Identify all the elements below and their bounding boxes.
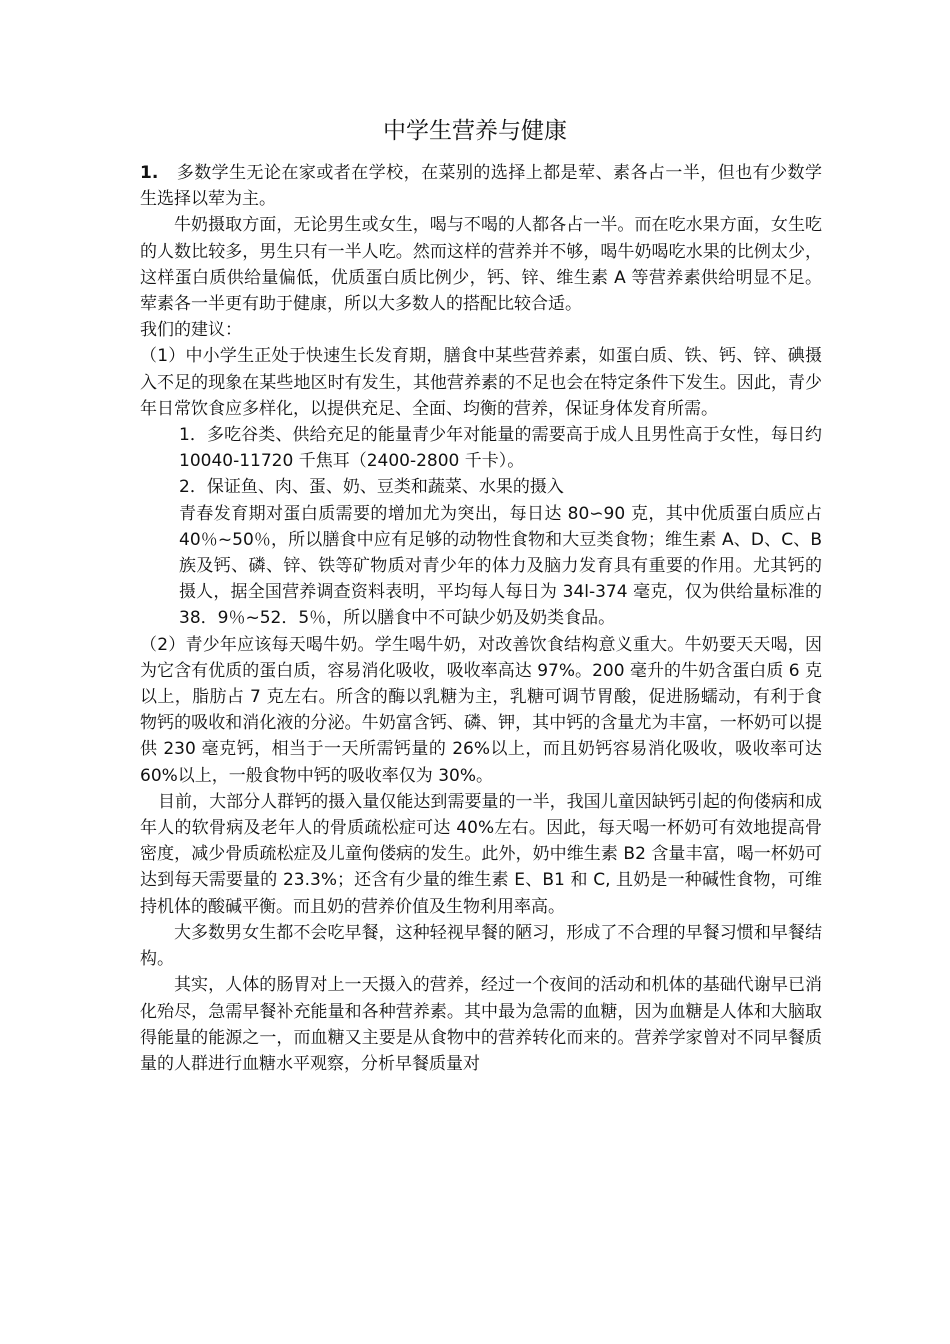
document-body <box>140 160 822 1077</box>
suggestions-heading: 我们的建议： <box>140 320 242 341</box>
suggestion-1: （1）中小学生正处于快速生长发育期，膳食中某些营养素，如蛋白质、铁、钙、锌、碘摄入不足的现象在某些地区时有发生，其他营养素的不足也会在特定条件下发生。因此，青少年日常饮食应多样化，以提供充足、全面、均衡的营养，保证身体发育所需。 <box>140 346 822 419</box>
document-title: 中学生营养与健康 <box>383 118 567 144</box>
suggestion-2: （2）青少年应该每天喝牛奶。学生喝牛奶，对改善饮食结构意义重大。牛奶要天天喝，因为它含有优质的蛋白质，容易消化吸收，吸收率高达 97%。200 毫升的牛奶含蛋白质 6 克以上，脂肪占 7 克左右。所含的酶以乳糖为主，乳糖可调节胃酸，促进肠蠕动，有利于食物钙的吸收和消化液的分泌。牛奶富含钙、磷、钾，其中钙的含量尤为丰富，一杯奶可以提供 230 毫克钙，相当于一天所需钙量的 26%以上，而且奶钙容易消化吸收，吸收率可达 60%以上，一般食物中钙的吸收率仅为 30%。 <box>140 634 822 786</box>
paragraph-milk-fruit: 牛奶摄取方面，无论男生或女生，喝与不喝的人都各占一半。而在吃水果方面，女生吃的人数比较多，男生只有一半人吃。然而这样的营养并不够，喝牛奶喝吃水果的比例太少，这样蛋白质供给量偏低，优质蛋白质比例少，钙、锌、维生素 A 等营养素供给明显不足。荤素各一半更有助于健康，所以大多数人的搭配比较合适。 <box>140 215 822 315</box>
paragraph-calcium: 目前，大部分人群钙的摄入量仅能达到需要量的一半，我国儿童因缺钙引起的佝偻病和成年人的软骨病及老年人的骨质疏松症可达 40%左右。因此，每天喝一杯奶可有效地提高骨密度，减少骨质疏松症及儿童佝偻病的发生。此外，奶中维生素 B2 含量丰富，喝一杯奶可达到每天需要量的 23.3%；还含有少量的维生素 E、B1 和 C, 且奶是一种碱性食物，可维持机体的酸碱平衡。而且奶的营养价值及生物利用率高。 <box>140 791 822 917</box>
sub-item-1: 1．多吃谷类、供给充足的能量青少年对能量的需要高于成人且男性高于女性，每日约 10040-11720 千焦耳（2400-2800 千卡）。 <box>179 425 822 472</box>
paragraph-text: 多数学生无论在家或者在学校，在菜别的选择上都是荤、素各占一半，但也有少数学生选择以荤为主。 <box>140 163 822 210</box>
item-number: 1. <box>140 163 159 183</box>
paragraph-breakfast: 大多数男女生都不会吃早餐，这种轻视早餐的陋习，形成了不合理的早餐习惯和早餐结构。 <box>140 922 822 970</box>
sub-item-2-body: 青春发育期对蛋白质需要的增加尤为突出，每日达 80∽90 克，其中优质蛋白质应占 40％~50％，所以膳食中应有足够的动物性食物和大豆类食物；维生素 A、D、C、B 族及钙、磷、锌、铁等矿物质对青少年的体力及脑力发育具有重要的作用。尤其钙的摄人，据全国营养调查资料表明，平均每人每日为 34l-374 毫克，仅为供给量标准的 38．9％~52．5％，所以膳食中不可缺少奶及奶类食品。 <box>179 503 822 629</box>
sub-item-2: 2．保证鱼、肉、蛋、奶、豆类和蔬菜、水果的摄入 <box>179 477 564 498</box>
suggestion-1-details <box>140 422 822 632</box>
paragraph-1 <box>140 160 822 212</box>
paragraph-blood-sugar: 其实，人体的肠胃对上一天摄入的营养，经过一个夜间的活动和机体的基础代谢早已消化殆尽，急需早餐补充能量和各种营养素。其中最为急需的血糖，因为血糖是人体和大脑取得能量的能源之一，而血糖又主要是从食物中的营养转化而来的。营养学家曾对不同早餐质量的人群进行血糖水平观察，分析早餐质量对 <box>140 975 822 1074</box>
